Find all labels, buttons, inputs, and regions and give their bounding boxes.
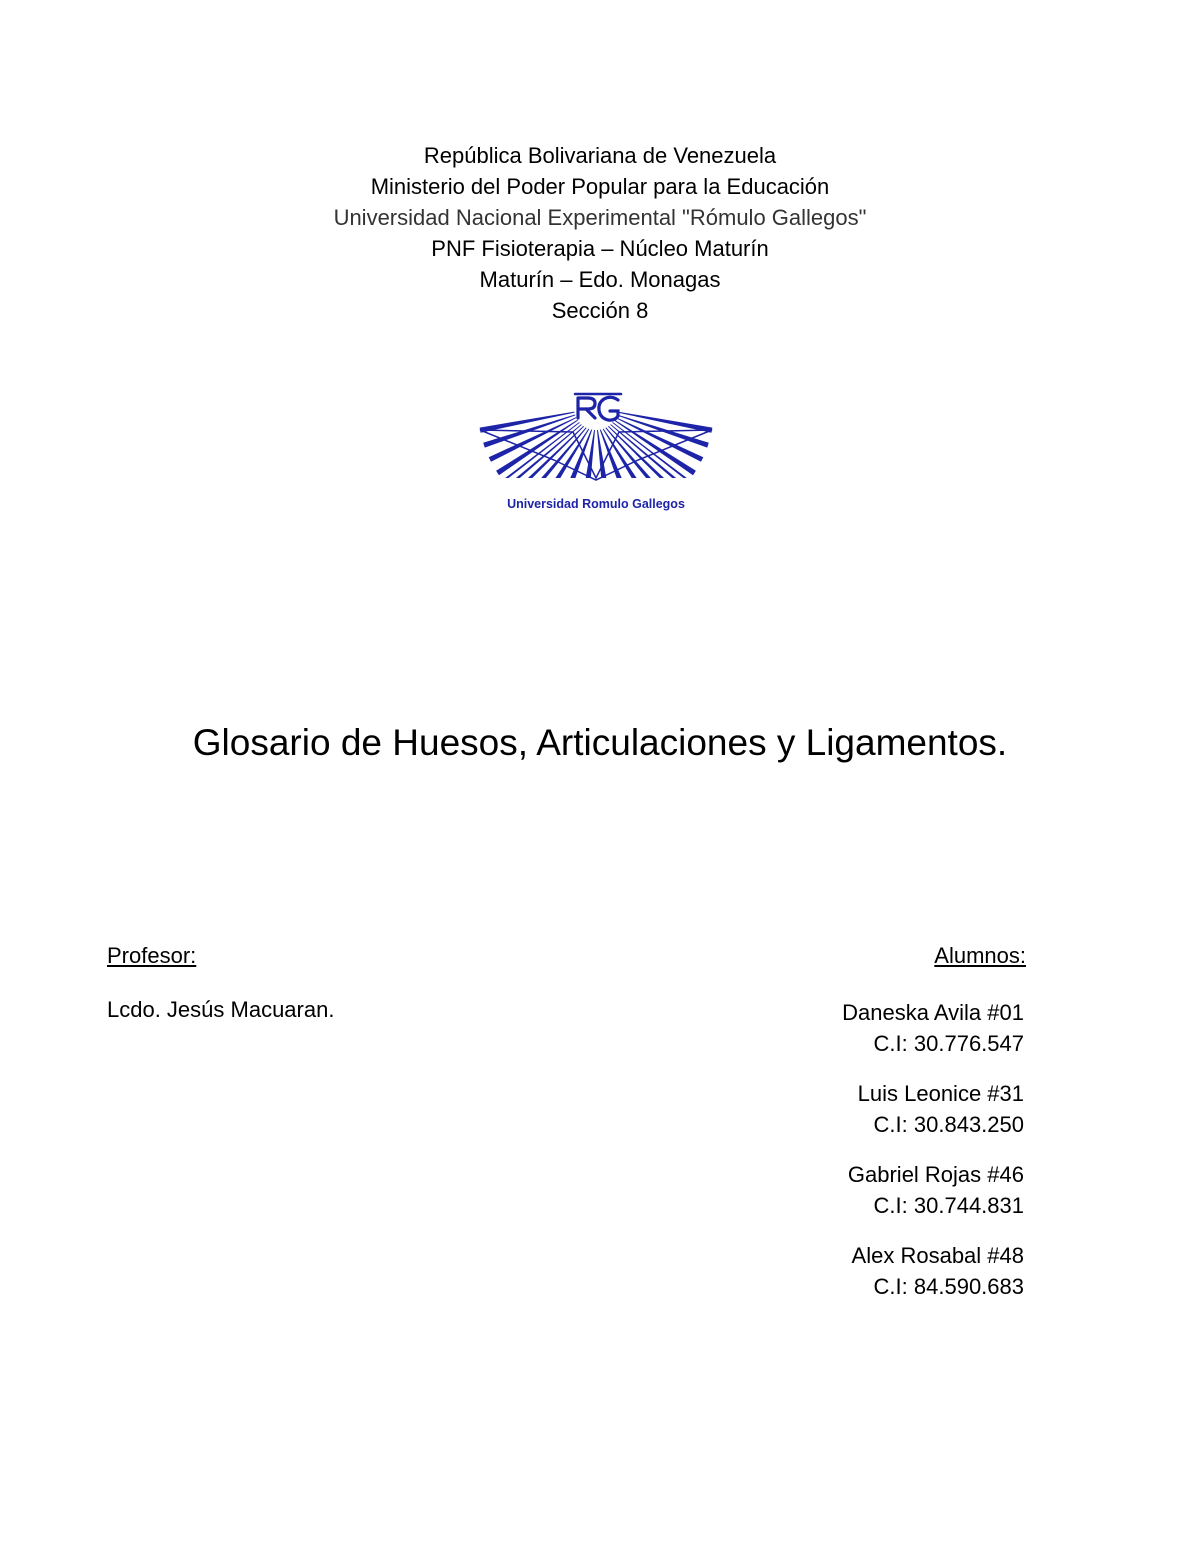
student-entry xyxy=(704,997,1024,1059)
header-line-program: PNF Fisioterapia – Núcleo Maturín xyxy=(431,236,769,261)
student-entry xyxy=(704,1078,1024,1140)
logo-ray xyxy=(586,430,595,478)
header-line-university: Universidad Nacional Experimental "Rómulo Gallegos" xyxy=(333,205,867,230)
logo-ray xyxy=(597,430,606,478)
profesor-label: Profesor: xyxy=(107,943,197,968)
header-line-republic: República Bolivariana de Venezuela xyxy=(423,143,777,168)
alumnos-label: Alumnos: xyxy=(934,943,1026,968)
header-line-ministry: Ministerio del Poder Popular para la Educación xyxy=(370,174,830,199)
header-line-location: Maturín – Edo. Monagas xyxy=(479,267,721,292)
student-name: Luis Leonice #31 xyxy=(857,1081,1024,1106)
students-list xyxy=(704,997,1024,1321)
student-entry xyxy=(704,1159,1024,1221)
student-ci: C.I: 30.843.250 xyxy=(873,1112,1024,1137)
student-name: Gabriel Rojas #46 xyxy=(847,1162,1024,1187)
student-name: Daneska Avila #01 xyxy=(842,1000,1024,1025)
document-title: Glosario de Huesos, Articulaciones y Ligamentos. xyxy=(192,722,1008,763)
student-ci: C.I: 84.590.683 xyxy=(873,1274,1024,1299)
student-ci: C.I: 30.776.547 xyxy=(873,1031,1024,1056)
student-name: Alex Rosabal #48 xyxy=(851,1243,1024,1268)
student-ci: C.I: 30.744.831 xyxy=(873,1193,1024,1218)
header-line-section: Sección 8 xyxy=(551,298,649,323)
logo-caption: Universidad Romulo Gallegos xyxy=(507,497,685,511)
sunburst-logo-icon xyxy=(478,390,714,490)
profesor-name: Lcdo. Jesús Macuaran. xyxy=(107,997,335,1022)
institution-header xyxy=(0,140,1200,326)
student-entry xyxy=(704,1240,1024,1302)
